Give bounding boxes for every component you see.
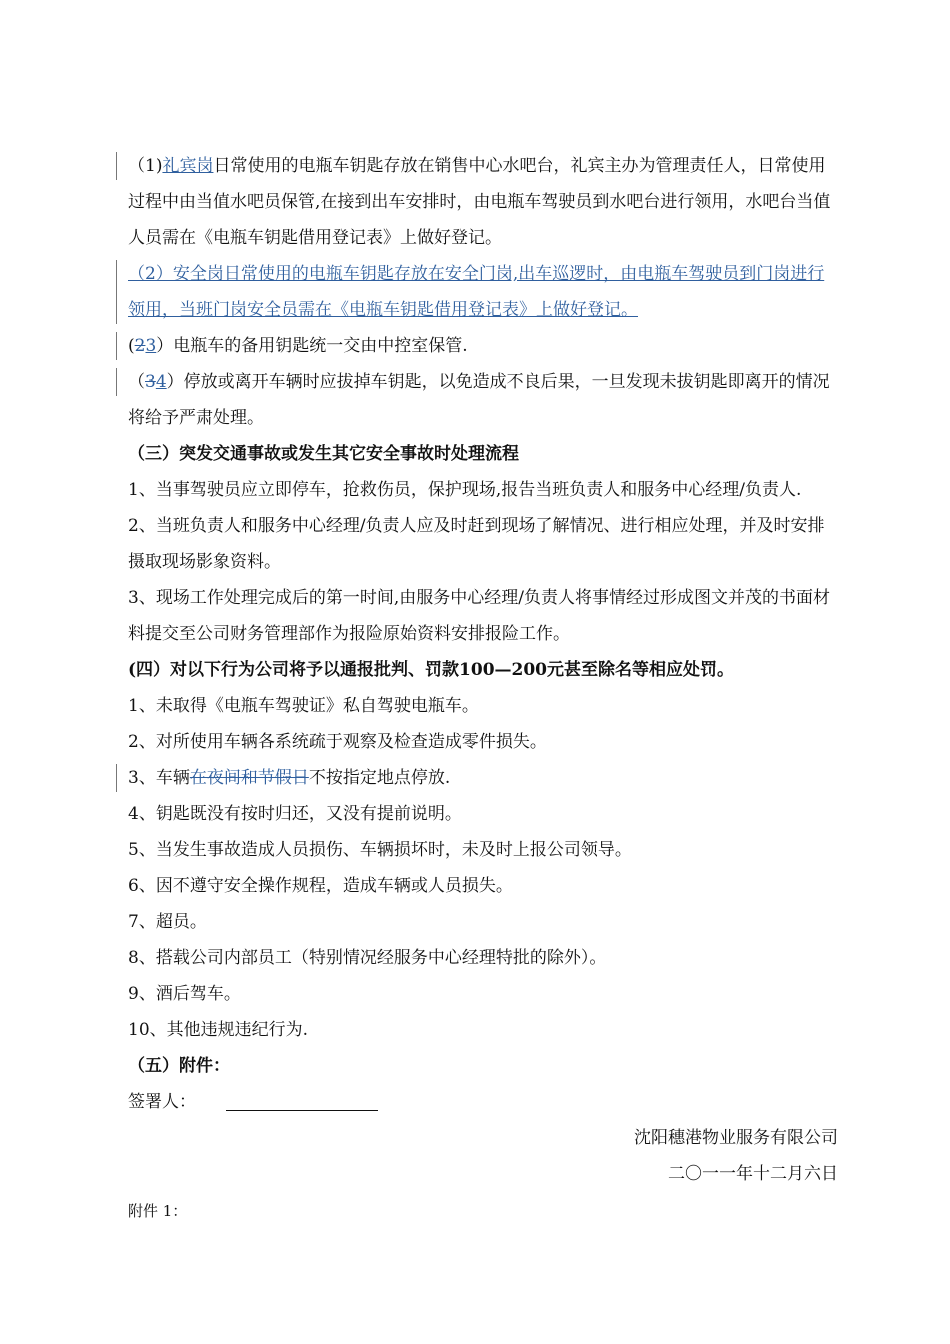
change-bar: [116, 764, 117, 792]
change-bar: [116, 368, 117, 396]
company-name: 沈阳穗港物业服务有限公司: [634, 1128, 838, 1148]
section-3-item-3: 3、现场工作处理完成后的第一时间,由服务中心经理/负责人将事情经过形成图文并茂的书面材料提交至公司财务管理部作为报险原始资料安排报险工作。: [128, 588, 830, 644]
signature-label: 签署人：: [128, 1092, 196, 1112]
item-3-end: 不按指定地点停放.: [308, 768, 451, 788]
paragraph-2: [128, 256, 838, 328]
change-bar: [116, 332, 117, 360]
section-3-item-2: 2、当班负责人和服务中心经理/负责人应及时赶到现场了解情况、进行相应处理，并及时安排摄取现场影象资料。: [128, 516, 825, 572]
section-3-heading: （三）突发交通事故或发生其它安全事故时处理流程: [128, 444, 519, 464]
section-5-heading: （五）附件：: [128, 1056, 230, 1076]
section-4-heading: (四）对以下行为公司将予以通报批判、罚款100—200元甚至除名等相应处罚。: [128, 660, 735, 680]
section-4-item-8: 8、搭载公司内部员工（特别情况经服务中心经理特批的除外）。: [128, 948, 607, 968]
inserted-paragraph: （2）安全岗日常使用的电瓶车钥匙存放在安全门岗,出车巡逻时，由电瓶车驾驶员到门岗进行领用，当班门岗安全员需在《电瓶车钥匙借用登记表》上做好登记。: [128, 264, 825, 320]
section-4-item-5: 5、当发生事故造成人员损伤、车辆损坏时，未及时上报公司领导。: [128, 840, 632, 860]
p4-text: ）停放或离开车辆时应拔掉车钥匙，以免造成不良后果，一旦发现未拔钥匙即离开的情况将给予严肃处理。: [128, 372, 830, 428]
attachment-label: 附件 1：: [128, 1202, 188, 1220]
paragraph-3: [128, 328, 838, 364]
section-4-item-9: 9、酒后驾车。: [128, 984, 241, 1004]
section-4-item-7: 7、超员。: [128, 912, 207, 932]
section-4-item-6: 6、因不遵守安全操作规程，造成车辆或人员损失。: [128, 876, 513, 896]
p3-open: (: [128, 336, 135, 356]
document-body: [128, 148, 838, 1226]
p4-open: （: [128, 372, 145, 392]
paragraph-1: [128, 148, 838, 256]
change-bar: [116, 260, 117, 324]
section-4-item-4: 4、钥匙既没有按时归还，又没有提前说明。: [128, 804, 462, 824]
p1-text: 日常使用的电瓶车钥匙存放在销售中心水吧台，礼宾主办为管理责任人，日常使用过程中由当值水吧员保管,在接到出车安排时，由电瓶车驾驶员到水吧台进行领用，水吧台当值人员需在《电瓶车钥匙借用登记表》上做好登记。: [128, 156, 831, 248]
deleted-text: 2: [134, 336, 146, 356]
change-bar: [116, 152, 117, 180]
inserted-text: 礼宾岗: [162, 156, 214, 176]
section-4-item-10: 10、其他违规违纪行为.: [128, 1020, 309, 1040]
section-3-item-1: 1、当事驾驶员应立即停车，抢救伤员，保护现场,报告当班负责人和服务中心经理/负责人.: [128, 480, 802, 500]
item-3-start: 3、车辆: [128, 768, 190, 788]
deleted-text: 在夜间和节假日: [189, 768, 309, 788]
signature-row: [128, 1084, 838, 1120]
p1-prefix: （1): [128, 156, 163, 176]
deleted-text: 3: [145, 372, 156, 392]
signature-line: [226, 1110, 378, 1111]
section-4-item-3: [128, 760, 838, 796]
inserted-text: 3: [145, 336, 157, 356]
document-date: 二〇一一年十二月六日: [668, 1164, 838, 1184]
section-4-item-1: 1、未取得《电瓶车驾驶证》私自驾驶电瓶车。: [128, 696, 479, 716]
paragraph-4: [128, 364, 838, 436]
section-4-item-2: 2、对所使用车辆各系统疏于观察及检查造成零件损失。: [128, 732, 547, 752]
p3-text: ）电瓶车的备用钥匙统一交由中控室保管.: [156, 336, 468, 356]
inserted-text: 4: [155, 372, 167, 392]
